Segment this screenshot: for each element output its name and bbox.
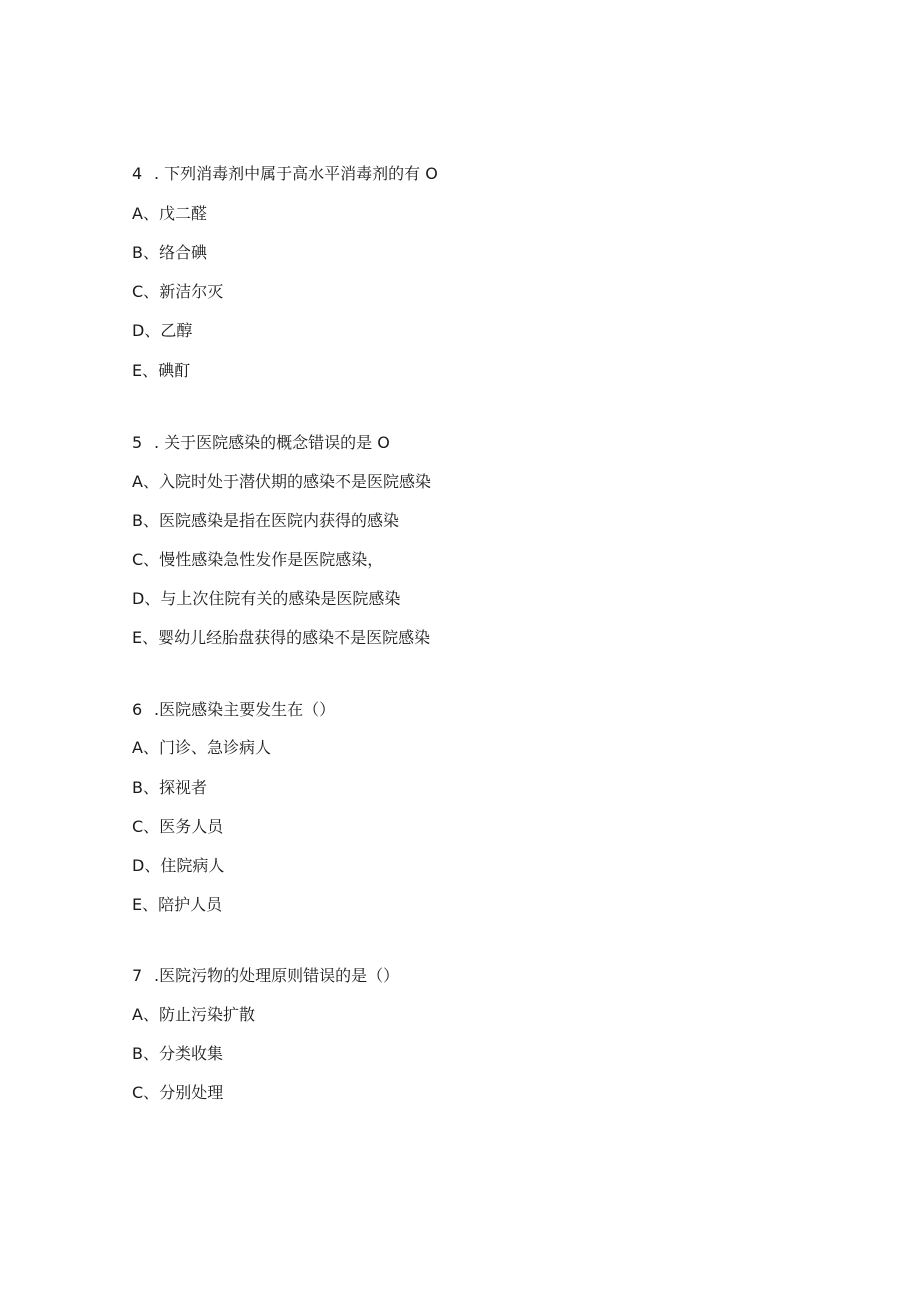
question-text: .医院污物的处理原则错误的是（） bbox=[154, 966, 400, 985]
option-text: 探视者 bbox=[158, 778, 207, 797]
question-4-option-a bbox=[132, 204, 207, 224]
question-number: 6 bbox=[132, 700, 143, 719]
option-text: 门诊、急诊病人 bbox=[158, 738, 271, 757]
option-text: 分别处理 bbox=[159, 1083, 224, 1102]
question-6-option-a bbox=[132, 738, 271, 758]
option-text: 陪护人员 bbox=[158, 895, 223, 914]
option-text: 络合碘 bbox=[158, 243, 207, 262]
question-5-option-b bbox=[132, 511, 399, 531]
option-letter: B、 bbox=[132, 1044, 159, 1063]
question-6-option-c bbox=[132, 817, 223, 837]
option-text: 防止污染扩散 bbox=[158, 1005, 255, 1024]
question-6-option-d bbox=[132, 856, 224, 876]
option-text: 戊二醛 bbox=[158, 204, 207, 223]
question-text: . 下列消毒剂中属于高水平消毒剂的有 O bbox=[154, 164, 438, 183]
option-letter: A、 bbox=[132, 1005, 159, 1024]
question-7-option-c bbox=[132, 1083, 223, 1103]
question-5-option-c bbox=[132, 550, 383, 570]
question-text: . 关于医院感染的概念错误的是 O bbox=[154, 433, 390, 452]
option-text: 住院病人 bbox=[160, 856, 225, 875]
option-letter: B、 bbox=[132, 243, 159, 262]
option-letter: D、 bbox=[132, 321, 161, 340]
option-text: 医务人员 bbox=[159, 817, 224, 836]
option-text: 分类收集 bbox=[158, 1044, 223, 1063]
option-letter: D、 bbox=[132, 589, 161, 608]
option-letter: C、 bbox=[132, 817, 160, 836]
option-text: 入院时处于潜伏期的感染不是医院感染 bbox=[158, 472, 431, 491]
question-5-option-a bbox=[132, 472, 431, 492]
option-text: 与上次住院有关的感染是医院感染 bbox=[160, 589, 401, 608]
option-letter: B、 bbox=[132, 511, 159, 530]
option-letter: A、 bbox=[132, 472, 159, 491]
question-5-option-d bbox=[132, 589, 400, 609]
option-text: 慢性感染急性发作是医院感染， bbox=[159, 550, 384, 569]
option-text: 碘酊 bbox=[158, 361, 191, 380]
option-letter: A、 bbox=[132, 738, 159, 757]
question-4-option-d bbox=[132, 321, 192, 341]
question-6-option-b bbox=[132, 778, 207, 798]
question-7-option-b bbox=[132, 1044, 223, 1064]
question-5-option-e bbox=[132, 628, 430, 648]
option-letter: E、 bbox=[132, 895, 159, 914]
option-letter: C、 bbox=[132, 550, 160, 569]
question-4-option-c bbox=[132, 282, 223, 302]
question-number: 7 bbox=[132, 966, 143, 985]
option-text: 乙醇 bbox=[160, 321, 193, 340]
option-letter: C、 bbox=[132, 1083, 160, 1102]
option-letter: B、 bbox=[132, 778, 159, 797]
question-5-stem bbox=[132, 433, 390, 453]
option-text: 婴幼儿经胎盘获得的感染不是医院感染 bbox=[158, 628, 431, 647]
option-letter: E、 bbox=[132, 361, 159, 380]
option-letter: A、 bbox=[132, 204, 159, 223]
question-text: .医院感染主要发生在（） bbox=[154, 700, 336, 719]
question-4-option-e bbox=[132, 361, 190, 381]
option-letter: C、 bbox=[132, 282, 160, 301]
question-7-option-a bbox=[132, 1005, 255, 1025]
option-text: 新洁尔灭 bbox=[159, 282, 224, 301]
option-text: 医院感染是指在医院内获得的感染 bbox=[158, 511, 399, 530]
question-7-stem bbox=[132, 966, 399, 986]
question-6-stem bbox=[132, 700, 335, 720]
option-letter: E、 bbox=[132, 628, 159, 647]
question-6-option-e bbox=[132, 895, 222, 915]
question-number: 4 bbox=[132, 164, 143, 183]
question-number: 5 bbox=[132, 433, 143, 452]
question-4-option-b bbox=[132, 243, 207, 263]
question-4-stem bbox=[132, 164, 438, 184]
option-letter: D、 bbox=[132, 856, 161, 875]
